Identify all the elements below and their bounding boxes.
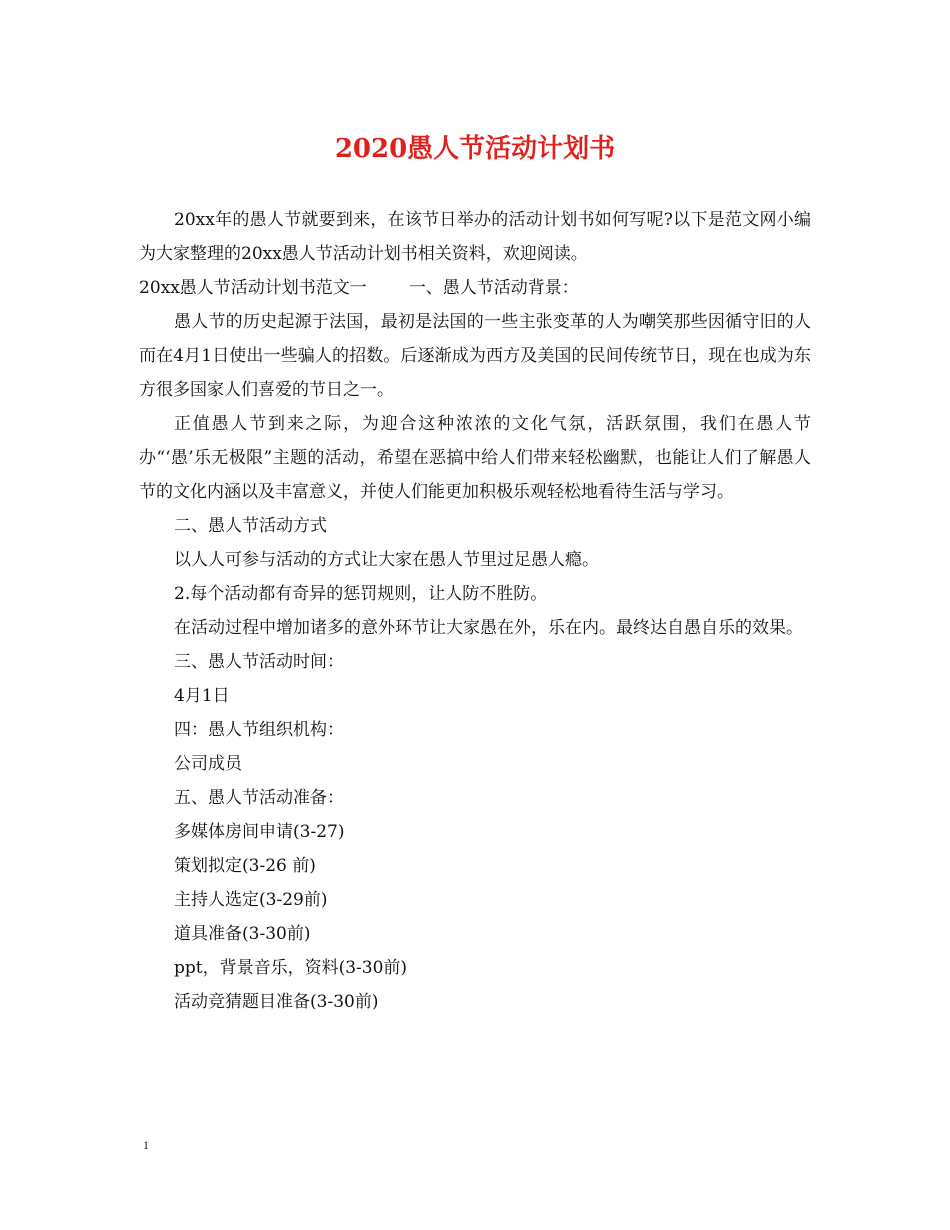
preparation-item-3: 主持人选定(3-29前) xyxy=(174,890,328,910)
preparation-heading: 五、愚人节活动准备： xyxy=(174,788,344,808)
method-item-2: 2.每个活动都有奇异的惩罚规则，让人防不胜防。 xyxy=(174,584,548,604)
method-item-3: 在活动过程中增加诸多的意外环节让大家愚在外，乐在内。最终达自愚自乐的效果。 xyxy=(174,618,803,638)
preparation-item-1: 多媒体房间申请(3-27) xyxy=(174,822,345,842)
organization-heading: 四：愚人节组织机构： xyxy=(174,720,344,740)
document-body xyxy=(139,203,811,1019)
event-date: 4月1日 xyxy=(174,686,230,706)
method-item-1: 以人人可参与活动的方式让大家在愚人节里过足愚人瘾。 xyxy=(174,550,599,570)
time-heading: 三、愚人节活动时间： xyxy=(174,652,344,672)
intro-paragraph: 20xx年的愚人节就要到来，在该节日举办的活动计划书如何写呢?以下是范文网小编为大家整理的20xx愚人节活动计划书相关资料，欢迎阅读。 xyxy=(139,210,811,264)
sample-heading: 20xx愚人节活动计划书范文一 xyxy=(139,278,367,298)
document-title: 2020愚人节活动计划书 xyxy=(334,134,616,164)
method-heading: 二、愚人节活动方式 xyxy=(174,516,327,536)
preparation-item-4: 道具准备(3-30前) xyxy=(174,924,311,944)
purpose-paragraph: 正值愚人节到来之际，为迎合这种浓浓的文化气氛，活跃氛围，我们在愚人节办“‘愚’乐无极限”主题的活动，希望在恶搞中给人们带来轻松幽默，也能让人们了解愚人节的文化内涵以及丰富意义，并使人们能更加积极乐观轻松地看待生活与学习。 xyxy=(139,414,811,502)
preparation-item-6: 活动竞猜题目准备(3-30前) xyxy=(174,992,379,1012)
preparation-item-5: ppt，背景音乐，资料(3-30前) xyxy=(174,958,408,978)
page-number: 1 xyxy=(143,1138,149,1152)
organization-value: 公司成员 xyxy=(174,754,242,774)
background-heading: 一、愚人节活动背景： xyxy=(408,278,579,298)
section-line xyxy=(139,271,811,305)
history-paragraph: 愚人节的历史起源于法国，最初是法国的一些主张变革的人为嘲笑那些因循守旧的人而在4月1日使出一些骗人的招数。后逐渐成为西方及美国的民间传统节日，现在也成为东方很多国家人们喜爱的节日之一。 xyxy=(139,312,811,400)
preparation-item-2: 策划拟定(3-26 前) xyxy=(174,856,316,876)
